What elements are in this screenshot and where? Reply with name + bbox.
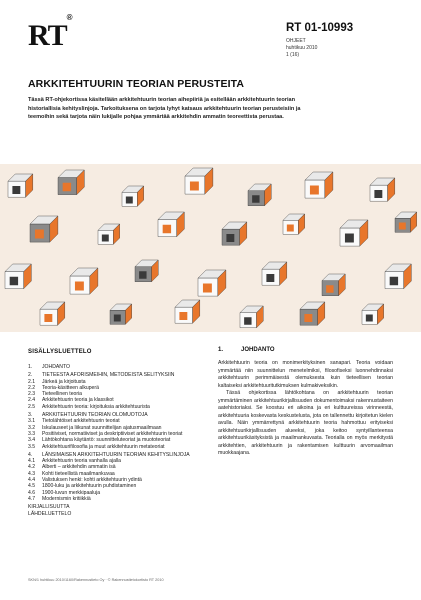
cube-opening [44, 314, 52, 322]
toc-item-label: LÄNSIMAISEN ARKKITEHTUURIN TEORIAN KEHITYSLINJOJA [42, 451, 190, 458]
meta-date: huhtikuu 2010 [286, 45, 318, 51]
cube-opening [374, 190, 382, 198]
toc-item [28, 364, 218, 370]
cube-shape [135, 260, 158, 282]
cube-opening [12, 186, 20, 194]
page-footer: SKN/1 huhtikuu 2010/1160/Rakennustieto Oy · © Rakennustietokortisto RT 2010 [28, 578, 164, 582]
cube-opening [179, 312, 187, 320]
toc-item-label: Arkkitehtuurin teoria: kirjoituksia arkkitehtuurista [42, 403, 150, 410]
toc-item-label: Tieteellinen teoria [42, 391, 83, 398]
section-paragraph: Arkkitehtuurin teoria on monimerkityksinen sanapari. Teoria voidaan ymmärtää niin suunnittelun menetelmiksi, filosofiseksi luonnehdinnaksi arkkitehtuurin perimmäisestä olemuksesta kuin tieteellisen teorian kaltaiseksi arkkitehtuuritutkimuksen kulmakiveksikin. [218, 360, 393, 389]
toc-item-label: 1900-luvun merkkipaaluja [42, 489, 101, 496]
cube-shape [40, 302, 65, 325]
cube-opening [399, 223, 406, 230]
toc-item-label: Arkkitehtuurin teoria vanhalla ajalla [42, 458, 121, 465]
toc-item-number: 4. [28, 451, 33, 458]
cube-shape [158, 212, 184, 237]
cube-opening [114, 315, 121, 322]
cube-opening [35, 230, 44, 239]
toc-item-label: Tietolähtöiset arkkitehtuurin teoriat [42, 418, 120, 425]
toc-item-label: Valistuksen henki: kohti arkkitehtuurin ydintä [42, 477, 142, 484]
toc-item [28, 404, 218, 410]
toc-item-number: 2. [28, 372, 33, 379]
cube-shape [175, 300, 200, 323]
toc-item-label: KIRJALLISUUTTA [28, 504, 70, 511]
toc-item-number: 3.4 [28, 437, 36, 444]
toc-item-label: Teoria-käsitteen alkuperä [42, 384, 99, 391]
section-number: 1. [218, 347, 224, 353]
cube-opening [390, 277, 398, 286]
section-heading [218, 347, 275, 353]
cube-shape [198, 270, 226, 296]
page-title: ARKKITEHTUURIN TEORIAN PERUSTEITA [28, 78, 245, 90]
toc-item-number: 4.7 [28, 495, 36, 502]
meta-type: OHJEET [286, 38, 306, 44]
cube-shape [240, 306, 263, 328]
toc-item-number: 4.6 [28, 489, 36, 496]
cube-opening [163, 225, 171, 234]
cube-opening [190, 182, 199, 191]
toc-item-number: 2.1 [28, 378, 36, 385]
table-of-contents [28, 362, 218, 517]
cube-shape [8, 174, 33, 197]
toc-item-label: LÄHDELUETTELO [28, 510, 72, 517]
cube-shape [395, 212, 417, 232]
toc-item-number: 4.3 [28, 470, 36, 477]
toc-item-label: 1800-luku ja arkkitehtuurin puhdistaminen [42, 483, 137, 490]
cube-shape [385, 264, 411, 289]
cube-shape [370, 178, 395, 201]
toc-item-label: Arkkitehtuurin teoria ja klassikot [42, 397, 114, 404]
cube-shape [30, 216, 58, 242]
toc-item-number: 4.1 [28, 458, 36, 465]
cube-shape [305, 172, 333, 198]
rt-logo: RT® [28, 13, 72, 52]
cube-opening [244, 317, 251, 325]
cube-shape [5, 264, 31, 289]
toc-item-number: 2.4 [28, 397, 36, 404]
cube-opening [226, 234, 234, 242]
cube-shape [248, 184, 271, 206]
cube-opening [366, 315, 373, 322]
cube-opening [326, 285, 333, 293]
toc-item [28, 511, 218, 517]
cube-shape [283, 214, 305, 234]
intro-paragraph: Tässä RT-ohjekortissa käsitellään arkkitehtuurin teorian aihepiiriä ja esitellään arkkitehtuurin teorian historiallisia kehityslinjoja. Tarkoituksena on tarjota lyhyt katsaus arkkitehtuurin teorian perusteisiin ja teemoihin sekä tarjota näin lukijalle pohjaa ymmärtää arkkitehdin ammatin teoreettista perustaa. [28, 97, 301, 121]
toc-item-label: Iskulauseet ja liikunat suunnittelijan ajatusmaailmaan [42, 424, 162, 431]
toc-item-label: Alberti – arkkitehdin ammatin isä [42, 464, 116, 471]
cube-shape [98, 224, 120, 244]
section-paragraph: Tässä ohjekortissa lähtökohtana on arkkitehtuurin teorian ymmärtäminen arkkitehtuurikirjallisuuden dokumentoimaksi rakennustaiteen aatehistoriaksi. Se koostuu eri aikoina ja eri kulttuureissa virinneestä, arkkitehtuuria koskevasta keskustelusta, jota on tallennettu kirjoitetun kielen avulla. Näin ymmärrettynä arkkitehtuurin teoria hahmottuu erityiseksi arkkitehtuurikirjallisuuden alueeksi, joka keitoo syntyillanteensa arkkitehtuurikäsityksistä ja maailmankuvasta. Teorialla on myös merkitystä arkkitehtien, arkkitehtuurin ja rakentamisen kulttuurin arvomaailman muokkaajana. [218, 390, 393, 456]
cube-opening [75, 282, 84, 291]
cube-shape [340, 220, 368, 246]
cover-illustration [0, 164, 421, 332]
toc-item-label: Järkeä ja kirjoitusta [42, 378, 86, 385]
toc-item-label: Kohti tieteellistä maailmankuvaa [42, 470, 115, 477]
toc-item-number: 2.5 [28, 403, 36, 410]
toc-item-label: TIETEESTA AFORISMEIHIN, METODEISTA SELITYKSIIN [42, 372, 175, 379]
cube-shape [222, 222, 247, 245]
cube-opening [63, 183, 71, 192]
toc-item-label: JOHDANTO [42, 364, 70, 370]
toc-item-label: Lähtökohtana käytäntö: suunnitteluteoriat ja muototeoriat [42, 437, 171, 444]
toc-item-number: 4.4 [28, 477, 36, 484]
cube-opening [252, 195, 259, 203]
meta-pages: 1 (16) [286, 52, 300, 58]
toc-item-number: 4.5 [28, 483, 36, 490]
cube-shape [185, 168, 213, 194]
cube-opening [266, 274, 274, 282]
toc-item-number: 4.2 [28, 464, 36, 471]
cube-shape [58, 170, 84, 195]
document-code: RT 01-10993 [286, 22, 354, 34]
toc-item-label: Positiiviset, normatiiviset ja deskriptiiviset arkkitehtuurin teoriat [42, 430, 183, 437]
cube-opening [10, 277, 18, 286]
toc-item [28, 496, 218, 502]
toc-item-number: 2.3 [28, 391, 36, 398]
cube-opening [310, 186, 319, 195]
toc-item-label: Modernismin kritiikkiä [42, 495, 91, 502]
toc-item-number: 2.2 [28, 384, 36, 391]
toc-item [28, 444, 218, 450]
cube-shape [122, 186, 144, 206]
toc-item-number: 3.2 [28, 424, 36, 431]
section-body [218, 360, 393, 458]
cube-shape [362, 304, 384, 324]
cube-opening [287, 225, 294, 232]
toc-item-number: 1. [28, 364, 33, 370]
cube-pattern-illustration [0, 164, 421, 332]
toc-item-number: 3.1 [28, 418, 36, 425]
toc-item-number: 3.5 [28, 443, 36, 450]
cube-shape [110, 304, 132, 324]
toc-item-number: 3.3 [28, 430, 36, 437]
cube-opening [304, 314, 312, 322]
toc-item-number: 3. [28, 412, 33, 419]
cube-shape [262, 262, 287, 285]
toc-item-label: ARKKITEHTUURIN TEORIAN OLOMUOTOJA [42, 412, 148, 419]
cube-shape [300, 302, 325, 325]
document-meta [286, 38, 317, 59]
cube-shape [70, 268, 98, 294]
section-title: JOHDANTO [241, 347, 275, 353]
toc-heading: SISÄLLYSLUETTELO [28, 349, 92, 355]
cube-opening [126, 197, 133, 204]
cube-opening [203, 284, 212, 293]
cube-opening [102, 235, 109, 242]
cube-shape [322, 274, 345, 296]
toc-item-label: Arkkitehtuurifilosofia ja muut arkkitehtuurin metateoriat [42, 443, 165, 450]
cube-opening [139, 271, 146, 279]
cube-opening [345, 234, 354, 243]
